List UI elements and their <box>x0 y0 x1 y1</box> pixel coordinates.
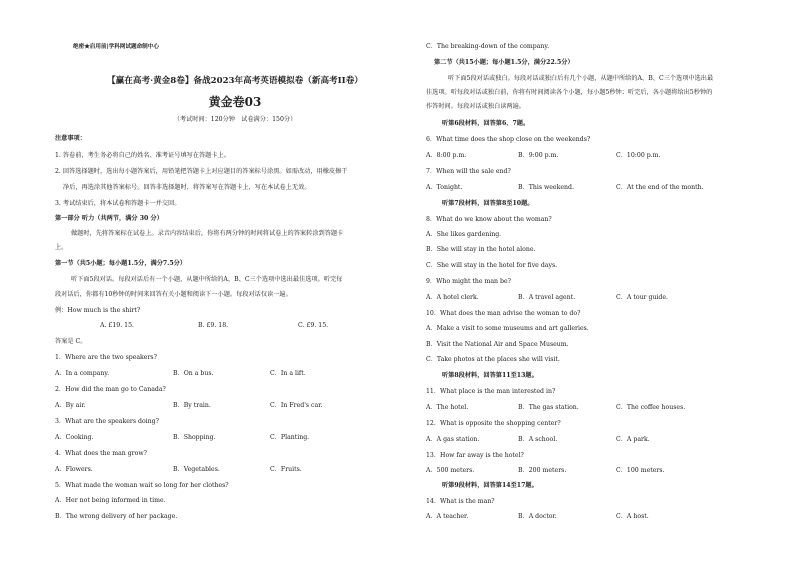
question: 7．When will the sale end? <box>426 168 511 175</box>
material-heading: 听第7段材料，回答第8至10题。 <box>442 200 534 207</box>
section2-intro: 作答时间。每段对话或独白读两遍。 <box>426 103 525 110</box>
option: A．By air. <box>55 402 86 409</box>
section2-heading: 第二节（共15小题；每小题1.5分，满分22.5分） <box>434 59 574 66</box>
part1-intro: 上。 <box>55 244 68 251</box>
page-title: 【赢在高考·黄金8卷】备战2023年高考英语模拟卷（新高考II卷） <box>107 76 363 86</box>
option: A．Cooking. <box>55 434 94 441</box>
option: C．A tour guide. <box>616 294 668 301</box>
option: C．In Fred's car. <box>270 402 323 409</box>
option: B．Shopping. <box>173 434 216 441</box>
material-heading: 听第8段材料，回答第11至13题。 <box>442 372 538 379</box>
notes-title: 注意事项： <box>55 135 86 142</box>
example-option: C. £9. 15. <box>298 322 329 329</box>
example-question: 例：How much is the shirt? <box>55 307 141 314</box>
left-column <box>55 0 415 562</box>
material-heading: 听第6段材料，回答第6、7题。 <box>442 120 530 127</box>
option: A．A teacher. <box>426 513 469 520</box>
question: 14．What is the man? <box>426 498 495 505</box>
part1-intro: 做题时，先将答案标在试卷上。录音内容结束后，你将有两分钟的时间将试卷上的答案转涂到答题卡 <box>71 230 344 237</box>
option: C．The coffee houses. <box>616 404 686 411</box>
example-option: A. £19. 15. <box>100 322 134 329</box>
option: C．A host. <box>616 513 649 520</box>
option: B．A school. <box>518 436 558 443</box>
note-line: 净后，再选涂其他答案标号。回答非选择题时，将答案写在答题卡上，写在本试卷上无效。 <box>63 184 311 191</box>
section2-intro: 佳选项。听每段对话或独白前，你将有时间阅读各个小题，每小题5秒钟；听完后，各小题将给出5秒钟的 <box>426 89 713 96</box>
paper-subtitle: 黄金卷03 <box>208 95 262 109</box>
section1-intro: 听下面5段对话。每段对话后有一个小题，从题中所给的A、B、C三个选项中选出最佳选项。听完每 <box>71 276 343 283</box>
option: A．In a company. <box>55 370 110 377</box>
question: 8．What do we know about the woman? <box>426 216 552 223</box>
question: 12．What is opposite the shopping center? <box>426 420 561 427</box>
exam-info: （考试时间：120分钟 试卷满分：150分） <box>173 116 297 123</box>
section1-intro: 段对话后，你都有10秒钟的时间来回答有关小题和阅读下一小题。每段对话仅读一遍。 <box>55 291 292 298</box>
option: C．Take photos at the places she will visit. <box>426 356 560 363</box>
option: A．Flowers. <box>55 466 93 473</box>
option: C．A park. <box>616 436 650 443</box>
option: C．Planting. <box>270 434 310 441</box>
option: B．Visit the National Air and Space Museum. <box>426 341 569 348</box>
option: A．Tonight. <box>426 184 463 191</box>
option: B．200 meters. <box>518 467 567 474</box>
option: B．A travel agent. <box>518 294 576 301</box>
question: 11．What place is the man interested in? <box>426 388 556 395</box>
option: B．The gas station. <box>518 404 579 411</box>
option: A．500 meters. <box>426 467 475 474</box>
question: 5．What made the woman wait so long for her clothes? <box>55 482 229 489</box>
option: C．10:00 p.m. <box>616 152 661 159</box>
option: C．100 meters. <box>616 467 665 474</box>
question: 3．What are the speakers doing? <box>55 418 159 425</box>
material-heading: 听第9段材料，回答第14至17题。 <box>442 482 538 489</box>
option: B．She will stay in the hotel alone. <box>426 246 536 253</box>
question: 2．How did the man go to Canada? <box>55 386 166 393</box>
note-line: 1. 答卷前，考生务必将自己的姓名、准考证号填写在答题卡上。 <box>55 152 230 159</box>
option: A．Make a visit to some museums and art galleries. <box>426 325 589 332</box>
option: B．This weekend. <box>518 184 574 191</box>
option: B．9:00 p.m. <box>518 152 559 159</box>
option: A．A hotel clerk. <box>426 294 479 301</box>
option: A．The hotel. <box>426 404 469 411</box>
section1-heading: 第一节（共5小题；每小题1.5分，满分7.5分） <box>55 260 187 267</box>
example-option: B. £9. 18. <box>198 322 229 329</box>
question: 1．Where are the two speakers? <box>55 354 157 361</box>
example-answer: 答案是 C。 <box>55 338 87 345</box>
section2-intro: 听下面5段对话或独白。每段对话或独白后有几个小题，从题中所给的A、B、C三个选项中选出最 <box>448 75 714 82</box>
question: 9．Who might the man be? <box>426 278 511 285</box>
option: B．The wrong delivery of her package. <box>55 513 178 520</box>
option: C．In a lift. <box>270 370 306 377</box>
note-line: 3. 考试结束后，将本试卷和答题卡一并交回。 <box>55 200 181 207</box>
option: A．A gas station. <box>426 436 480 443</box>
option: C．Fruits. <box>270 466 302 473</box>
question: 13．How far away is the hotel? <box>426 452 524 459</box>
note-line: 2. 回答选择题时，选出每小题答案后，用铅笔把答题卡上对应题目的答案标号涂黑。如需改动，用橡皮擦干 <box>55 168 348 175</box>
option: B．Vegetables. <box>173 466 220 473</box>
option: B．On a bus. <box>173 370 214 377</box>
option: C．At the end of the month. <box>616 184 704 191</box>
option: A．Her not being informed in time. <box>55 497 166 504</box>
option: B．A doctor. <box>518 513 557 520</box>
option: A．She likes gardening. <box>426 231 502 238</box>
question: 6．What time does the shop close on the weekends? <box>426 136 591 143</box>
part1-heading: 第一部分 听力（共两节，满分 30 分） <box>55 215 163 222</box>
option: C．The breaking-down of the company. <box>426 43 550 50</box>
header-label: 绝密★启用前|学科网试题命制中心 <box>73 44 159 50</box>
option: A．8:00 p.m. <box>426 152 467 159</box>
right-column <box>426 0 766 562</box>
question: 10．What does the man advise the woman to do? <box>426 310 581 317</box>
question: 4．What does the man grow? <box>55 450 147 457</box>
option: C．She will stay in the hotel for five days. <box>426 262 558 269</box>
option: B．By train. <box>173 402 211 409</box>
